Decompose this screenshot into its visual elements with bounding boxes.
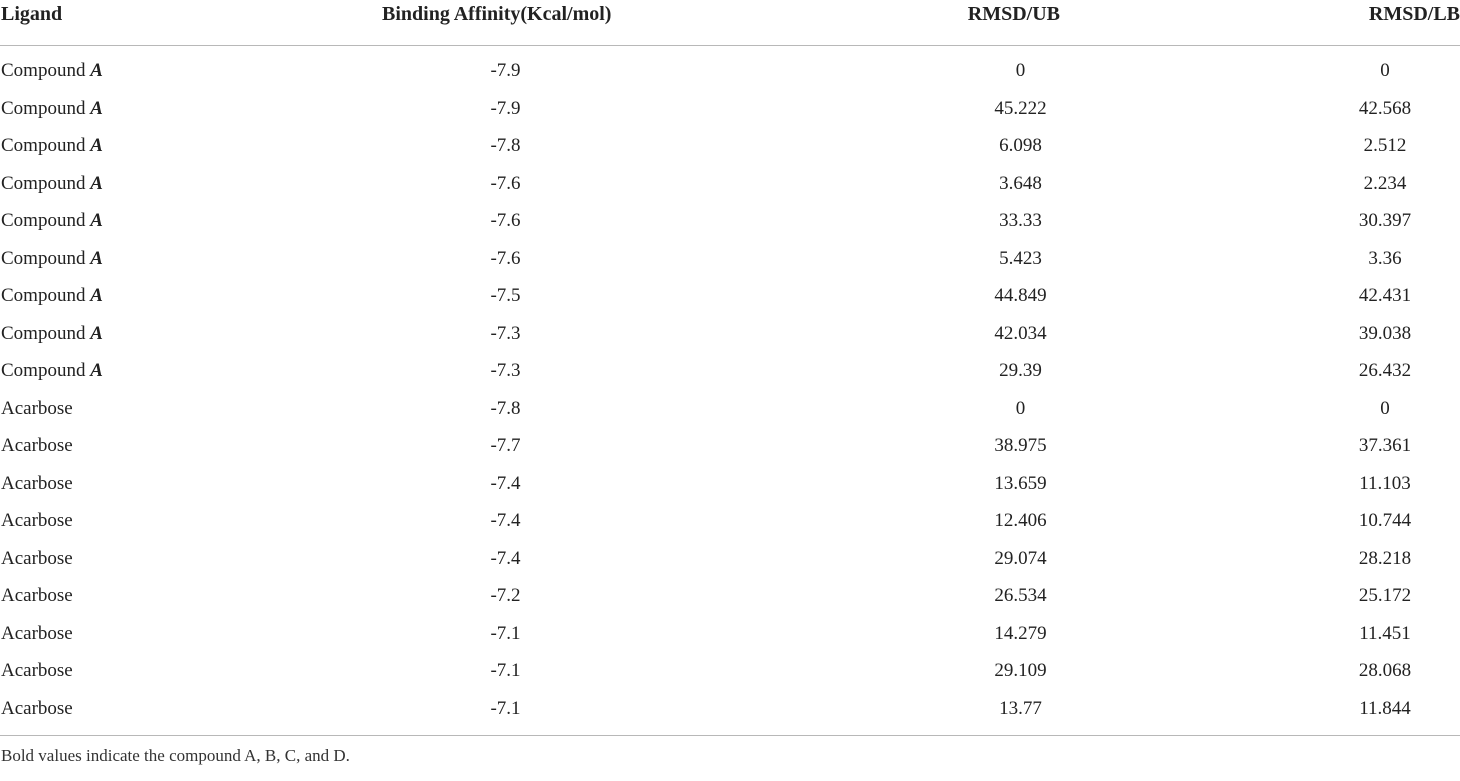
cell-ligand — [0, 615, 300, 653]
ligand-compound-letter: A — [90, 285, 103, 306]
ligand-compound-letter: A — [90, 60, 103, 81]
table-row — [0, 277, 1460, 315]
ligand-name: Compound — [1, 135, 91, 156]
cell-binding-affinity: -7.2 — [490, 585, 521, 606]
cell-rmsd-ub: 12.406 — [994, 510, 1047, 531]
cell-ligand — [0, 202, 300, 240]
cell-rmsd-ub: 26.534 — [994, 585, 1047, 606]
cell-binding-affinity: -7.1 — [490, 660, 521, 681]
cell-rmsd-lb: 10.744 — [1358, 510, 1412, 531]
cell-ligand — [0, 465, 300, 503]
cell-binding-affinity: -7.8 — [490, 397, 521, 419]
cell-ligand — [0, 46, 300, 90]
cell-rmsd-ub: 0 — [1015, 397, 1026, 419]
ligand-name: Compound — [1, 247, 91, 269]
cell-rmsd-ub: 33.33 — [999, 210, 1042, 231]
cell-ligand — [0, 390, 300, 428]
cell-binding-affinity: -7.5 — [490, 285, 521, 306]
table-row — [0, 540, 1460, 578]
header-rmsd-lb: RMSD/LB — [1170, 0, 1460, 46]
cell-rmsd-ub: 44.849 — [994, 285, 1047, 306]
cell-rmsd-ub: 0 — [1015, 60, 1026, 81]
table-row — [0, 127, 1460, 165]
ligand-compound-letter: A — [90, 210, 103, 231]
cell-rmsd-lb: 11.451 — [1359, 622, 1411, 644]
cell-ligand — [0, 315, 300, 353]
table-row — [0, 46, 1460, 90]
ligand-name: Compound — [1, 285, 91, 306]
cell-ligand — [0, 540, 300, 578]
ligand-compound-letter: A — [90, 360, 103, 381]
cell-rmsd-lb: 28.068 — [1358, 660, 1412, 681]
cell-rmsd-ub: 6.098 — [999, 135, 1042, 156]
ligand-name: Compound — [1, 210, 91, 231]
ligand-name: Compound — [1, 172, 91, 194]
cell-ligand — [0, 277, 300, 315]
cell-rmsd-lb: 37.361 — [1358, 435, 1412, 456]
cell-rmsd-ub: 42.034 — [994, 322, 1047, 344]
ligand-name: Acarbose — [1, 435, 73, 456]
cell-rmsd-lb: 11.844 — [1359, 697, 1411, 719]
ligand-name: Compound — [1, 97, 91, 119]
ligand-name: Acarbose — [1, 397, 73, 419]
cell-rmsd-ub: 29.109 — [994, 660, 1047, 681]
cell-rmsd-lb: 39.038 — [1358, 322, 1412, 344]
cell-ligand — [0, 90, 300, 128]
ligand-name: Compound — [1, 60, 91, 81]
cell-rmsd-lb: 2.512 — [1363, 135, 1407, 156]
cell-binding-affinity: -7.3 — [490, 322, 521, 344]
cell-binding-affinity: -7.7 — [490, 435, 521, 456]
ligand-compound-letter: A — [90, 97, 103, 119]
cell-rmsd-lb: 0 — [1380, 60, 1390, 81]
cell-rmsd-ub: 13.77 — [999, 697, 1042, 719]
table-row — [0, 652, 1460, 690]
table-row — [0, 577, 1460, 615]
table-row — [0, 90, 1460, 128]
cell-binding-affinity: -7.8 — [490, 135, 521, 156]
cell-binding-affinity: -7.6 — [490, 172, 521, 194]
cell-rmsd-lb: 3.36 — [1368, 247, 1402, 269]
header-ligand: Ligand — [0, 0, 300, 46]
table-row — [0, 315, 1460, 353]
header-rmsd-ub: RMSD/UB — [735, 0, 1170, 46]
cell-rmsd-lb: 25.172 — [1358, 585, 1412, 606]
ligand-compound-letter: A — [90, 172, 103, 194]
cell-binding-affinity: -7.6 — [490, 247, 521, 269]
cell-ligand — [0, 652, 300, 690]
ligand-compound-letter: A — [90, 247, 103, 269]
table-row — [0, 352, 1460, 390]
cell-binding-affinity: -7.6 — [490, 210, 521, 231]
cell-rmsd-ub: 5.423 — [999, 247, 1042, 269]
cell-rmsd-lb: 42.431 — [1358, 285, 1412, 306]
ligand-compound-letter: A — [90, 135, 103, 156]
cell-binding-affinity: -7.4 — [490, 547, 521, 569]
cell-rmsd-lb: 28.218 — [1358, 547, 1412, 569]
table-footnote: Bold values indicate the compound A, B, C, and D. — [1, 746, 350, 765]
ligand-name: Acarbose — [1, 585, 73, 606]
ligand-compound-letter: A — [90, 322, 103, 344]
ligand-name: Acarbose — [1, 697, 73, 719]
cell-ligand — [0, 690, 300, 736]
cell-rmsd-ub: 13.659 — [994, 472, 1047, 494]
cell-rmsd-ub: 45.222 — [994, 97, 1047, 119]
table-row — [0, 502, 1460, 540]
table-row — [0, 690, 1460, 736]
cell-rmsd-lb: 30.397 — [1358, 210, 1412, 231]
cell-ligand — [0, 577, 300, 615]
cell-binding-affinity: -7.1 — [490, 622, 521, 644]
ligand-name: Acarbose — [1, 660, 73, 681]
cell-ligand — [0, 240, 300, 278]
cell-binding-affinity: -7.4 — [490, 510, 521, 531]
cell-binding-affinity: -7.9 — [490, 60, 521, 81]
table-row — [0, 240, 1460, 278]
cell-ligand — [0, 502, 300, 540]
cell-binding-affinity: -7.3 — [490, 360, 521, 381]
cell-rmsd-ub: 29.074 — [994, 547, 1047, 569]
cell-binding-affinity: -7.1 — [490, 697, 521, 719]
cell-rmsd-ub: 14.279 — [994, 622, 1047, 644]
cell-ligand — [0, 127, 300, 165]
ligand-name: Compound — [1, 360, 91, 381]
cell-rmsd-ub: 3.648 — [999, 172, 1042, 194]
ligand-name: Acarbose — [1, 622, 73, 644]
ligand-name: Acarbose — [1, 472, 73, 494]
cell-rmsd-lb: 11.103 — [1359, 472, 1411, 494]
cell-binding-affinity: -7.9 — [490, 97, 521, 119]
table-row — [0, 202, 1460, 240]
cell-binding-affinity: -7.4 — [490, 472, 521, 494]
table-row — [0, 390, 1460, 428]
cell-rmsd-lb: 42.568 — [1358, 97, 1412, 119]
ligand-name: Acarbose — [1, 547, 73, 569]
table-row — [0, 165, 1460, 203]
table-row — [0, 465, 1460, 503]
cell-ligand — [0, 165, 300, 203]
table-row — [0, 427, 1460, 465]
ligand-name: Acarbose — [1, 510, 73, 531]
cell-rmsd-ub: 38.975 — [994, 435, 1047, 456]
ligand-name: Compound — [1, 322, 91, 344]
table-body — [0, 46, 1460, 736]
cell-rmsd-lb: 0 — [1380, 397, 1390, 419]
cell-ligand — [0, 352, 300, 390]
cell-rmsd-ub: 29.39 — [999, 360, 1042, 381]
table-header — [0, 0, 1460, 46]
cell-rmsd-lb: 26.432 — [1358, 360, 1412, 381]
cell-rmsd-lb: 2.234 — [1363, 172, 1407, 194]
header-binding-affinity: Binding Affinity(Kcal/mol) — [300, 0, 735, 46]
cell-ligand — [0, 427, 300, 465]
header-row — [0, 0, 1460, 46]
table-row — [0, 615, 1460, 653]
